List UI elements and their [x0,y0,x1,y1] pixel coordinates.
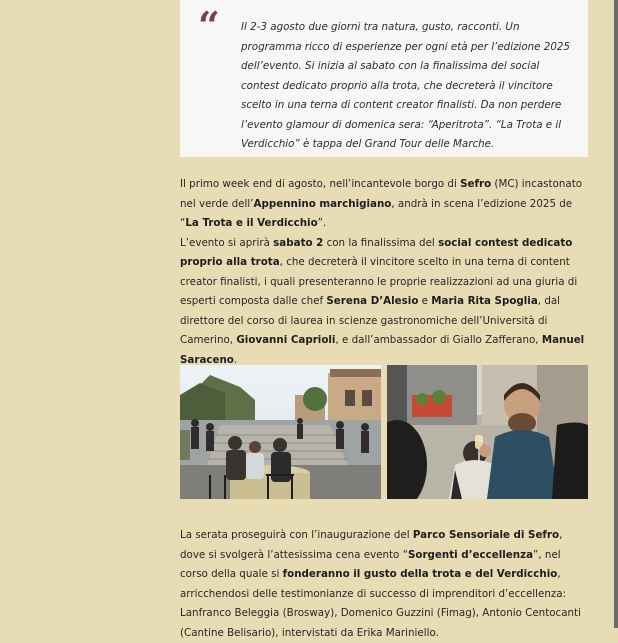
bold-chef-1: Serena D’Alesio [326,295,419,307]
article-content [180,0,588,639]
quote-text: Il 2-3 agosto due giorni tra natura, gusto, racconti. Un programma ricco di esperienze per ogni età per l’edizione 2025 dell’evento. Si inizia al sabato con la finalissima del social contest dedicato proprio alla trota, che decreterà il vincitore scelto in una terna di content creator finalisti. Da non perdere l’evento glamour di domenica sera: “Aperitrota”. “La Trota e il Verdicchio” è tappa del Grand Tour delle Marche. [241,21,570,150]
photo-outdoor-dinner[interactable] [180,365,381,499]
bold-fusion: fonderanno il gusto della trota e del Verdicchio [282,568,558,580]
outdoor-dinner-image [180,365,381,499]
photo-wine-toast[interactable] [387,365,588,499]
bold-appennino: Appennino marchigiano [253,197,392,210]
blockquote [180,0,588,157]
bold-dinner: Sorgenti d’eccellenza [407,548,534,561]
page-right-border [614,0,618,628]
bold-event-name: La Trota e il Verdicchio [185,217,318,229]
bold-director: Giovanni Caprioli [236,334,336,346]
bold-date: sabato 2 [273,236,324,249]
quote-mark-icon: “ [198,3,220,48]
paragraph-intro: Il primo week end di agosto, nell’incantevole borgo di Sefro (MC) incastonato nel verde dell’Appennino marchigiano, andrà in scena l’edizione 2025 de “La Trota e il Verdicchio”. L’evento si aprirà sabato 2 con la finalissima del social contest dedicato proprio alla trota, che decreterà il vincitore scelto in una terna di content creator finalisti, i quali presenteranno le proprie realizzazioni ad una giuria di esperti composta dalle chef Serena D’Alesio e Maria Rita Spoglia, dal direttore del corso di laurea in scienze gastronomiche dell’Università di Camerino, Giovanni Caprioli, e dall’ambassador di Giallo Zafferano, Manuel Saraceno. [180,178,585,366]
photo-gallery [180,365,588,499]
bold-ambassador: Manuel Saraceno [180,334,585,366]
bold-parco: Parco Sensoriale di Sefro [412,529,560,541]
wine-toast-image [387,365,588,499]
bold-contest: social contest dedicato proprio alla trota [180,236,573,268]
bold-chef-2: Maria Rita Spoglia [431,295,538,307]
paragraph-evening: La serata proseguirà con l’inaugurazione del Parco Sensoriale di Sefro, dove si svolgerà l’attesissima cena evento “Sorgenti d’eccellenza”, nel corso della quale si fonderanno il gusto della trota e del Verdicchio, arricchendosi delle testimonianze di successo di imprenditori d’eccellenza: Lanfranco Beleggia (Brosway), Domenico Guzzini (Fimag), Antonio Centocanti (Cantine Belisario), intervistati da Erika Mariniello. [180,529,581,639]
bold-sefro: Sefro [460,178,492,190]
